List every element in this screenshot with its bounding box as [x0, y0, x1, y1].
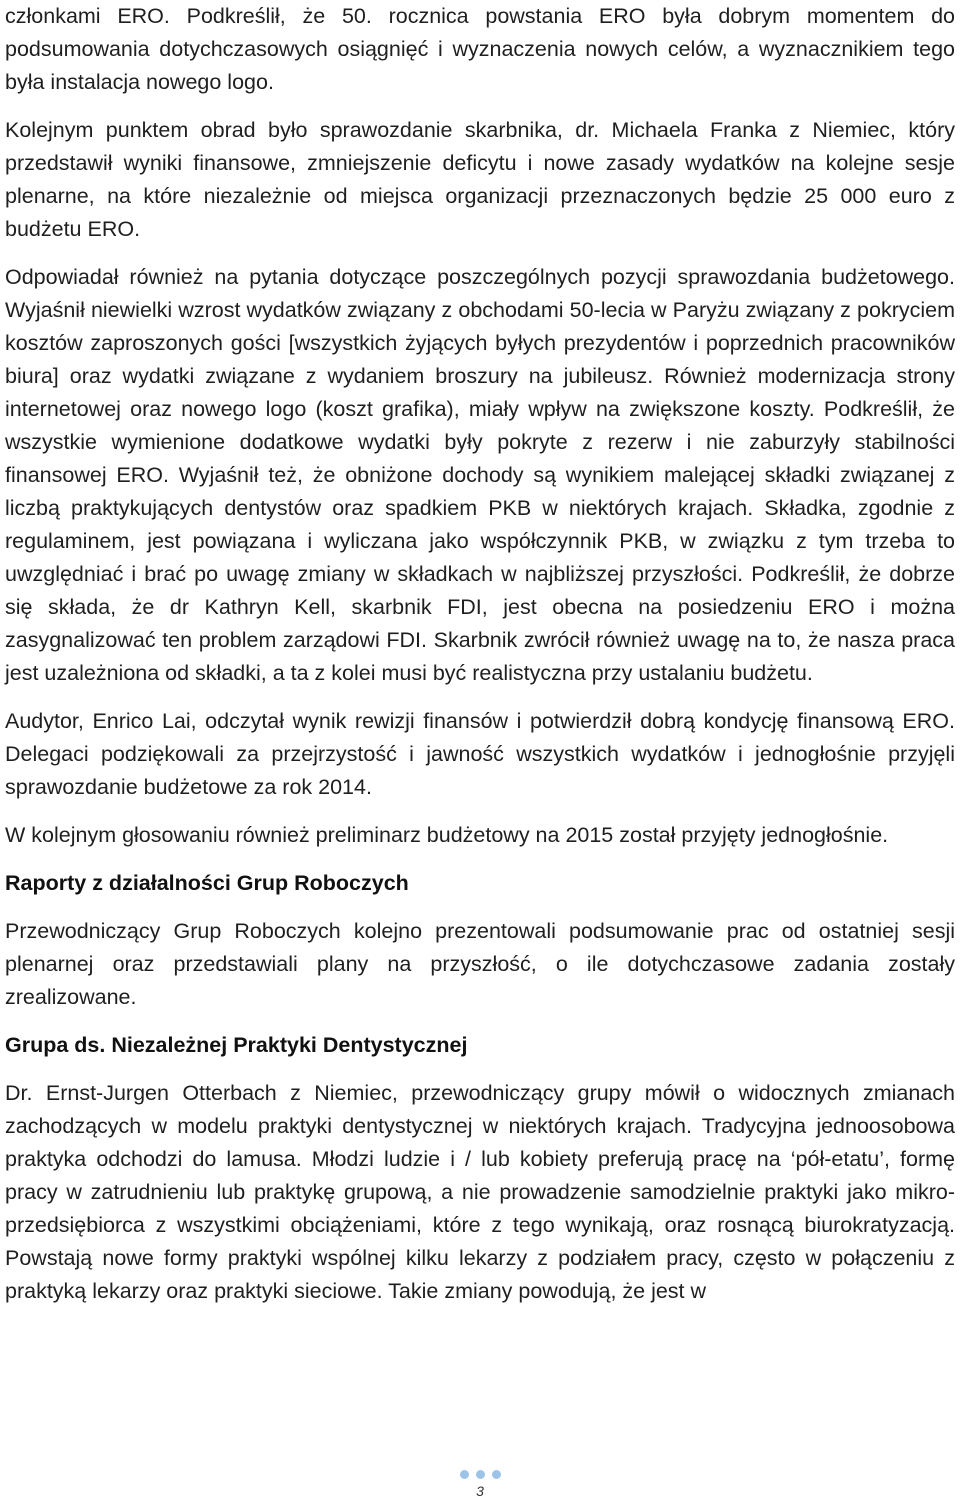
paragraph-working-groups: Przewodniczący Grup Roboczych kolejno prezentowali podsumowanie prac od ostatniej sesji plenarnej oraz przedstawiali plany na przyszłość, o ile dotychczasowe zadania zostały zrealizowane.	[5, 919, 955, 1009]
heading-working-groups: Raporty z działalności Grup Roboczych	[5, 871, 409, 895]
dot-icon	[460, 1470, 469, 1479]
page-number: 3	[476, 1483, 484, 1499]
paragraph-budget-vote: W kolejnym głosowaniu również preliminarz budżetowy na 2015 został przyjęty jednogłośnie.	[5, 823, 889, 847]
paragraph-budget-questions: Odpowiadał również na pytania dotyczące poszczególnych pozycji sprawozdania budżetowego. Wyjaśnił niewielki wzrost wydatków związany z obchodami 50-lecia w Paryżu związany z pokryciem kosztów zaproszonych gości [wszystkich żyjących byłych prezydentów i poprzednich pracowników biura] oraz wydatki związane z wydaniem broszury na jubileusz. Również modernizacja strony internetowej oraz nowego logo (koszt grafika), miały wpływ na zwiększone koszty. Podkreślił, że wszystkie wymienione dodatkowe wydatki były pokryte z rezerw i nie zaburzyły stabilności finansowej ERO. Wyjaśnił też, że obniżone dochody są wynikiem malejącej składki związanej z liczbą praktykujących dentystów oraz spadkiem PKB w niektórych krajach. Składka, zgodnie z regulaminem, jest powiązana i wyliczana jako współczynnik PKB, w związku z tym trzeba to uwzględniać i brać po uwagę zmiany w składkach w najbliższej przyszłości. Podkreślił, że dobrze się składa, że dr Kathryn Kell, skarbnik FDI, jest obecna na posiedzeniu ERO i można zasygnalizować ten problem zarządowi FDI. Skarbnik zwrócił również uwagę na to, że nasza praca jest uzależniona od składki, a ta z kolei musi być realistyczna przy ustalaniu budżetu.	[5, 265, 955, 685]
paragraph-treasurer-report: Kolejnym punktem obrad było sprawozdanie skarbnika, dr. Michaela Franka z Niemiec, który przedstawił wyniki finansowe, zmniejszenie deficytu i nowe zasady wydatków na kolejne sesje plenarne, na które niezależnie od miejsca organizacji przeznaczonych będzie 25 000 euro z budżetu ERO.	[5, 118, 955, 241]
paragraph-independent-practice: Dr. Ernst-Jurgen Otterbach z Niemiec, przewodniczący grupy mówił o widocznych zmianach zachodzących w modelu praktyki dentystycznej w niektórych krajach. Tradycyjna jednoosobowa praktyka odchodzi do lamusa. Młodzi ludzie i / lub kobiety preferują pracę na ‘pół-etatu’, formę pracy w zatrudnieniu lub praktykę grupową, a nie prowadzenie samodzielnie praktyki jako mikro-przedsiębiorca z wszystkimi obciążeniami, które z tego wynikają, oraz rosnącą biurokratyzacją. Powstają nowe formy praktyki wspólnej kilku lekarzy z podziałem pracy, często w połączeniu z praktyką lekarzy oraz praktyki sieciowe. Takie zmiany powodują, że jest w	[5, 1081, 955, 1303]
paragraph-auditor: Audytor, Enrico Lai, odczytał wynik rewizji finansów i potwierdził dobrą kondycję finansową ERO. Delegaci podziękowali za przejrzystość i jawność wszystkich wydatków i jednogłośnie przyjęli sprawozdanie budżetowe za rok 2014.	[5, 709, 955, 799]
dot-icon	[492, 1470, 501, 1479]
paragraph-ero-anniversary: członkami ERO. Podkreślił, że 50. rocznica powstania ERO była dobrym momentem do podsumowania dotychczasowych osiągnięć i wyznaczenia nowych celów, a wyznacznikiem tego była instalacja nowego logo.	[5, 4, 955, 94]
document-page	[5, 0, 955, 1308]
heading-independent-practice: Grupa ds. Niezależnej Praktyki Dentystycznej	[5, 1033, 468, 1057]
dot-icon	[476, 1470, 485, 1479]
footer-dots-icon	[0, 1470, 960, 1479]
page-footer	[0, 1470, 960, 1499]
